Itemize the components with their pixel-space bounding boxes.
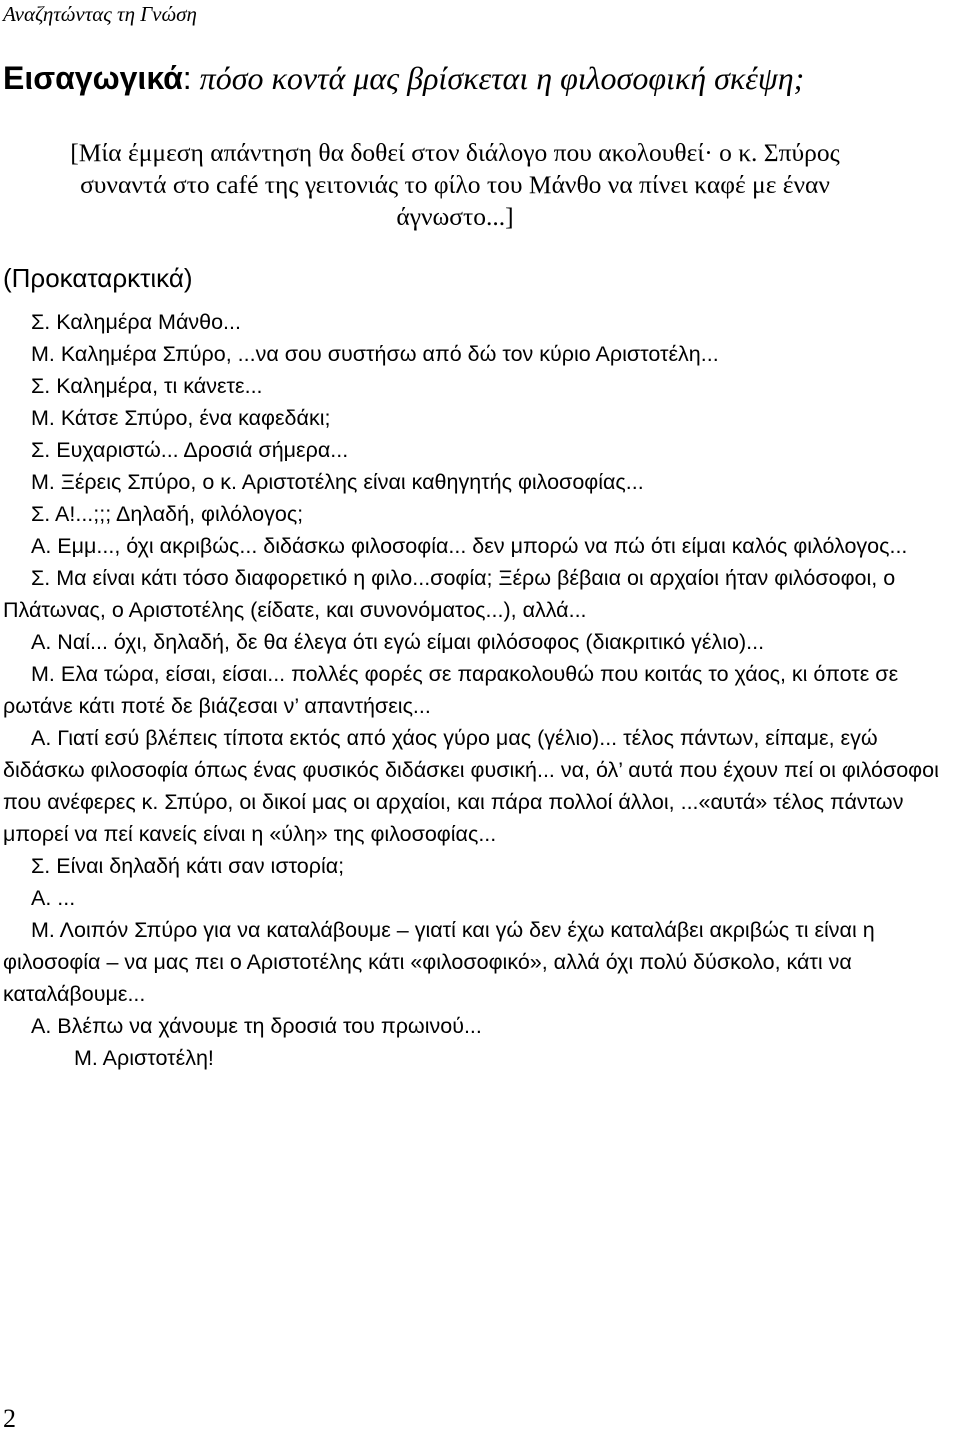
dialogue-line: Μ. Ξέρεις Σπύρο, ο κ. Αριστοτέλης είναι καθηγητής φιλοσοφίας... bbox=[31, 470, 644, 494]
intro-paragraph bbox=[0, 137, 910, 233]
page-number: 2 bbox=[3, 1404, 16, 1433]
title-bold-part: Εισαγωγικά bbox=[3, 60, 183, 96]
dialogue-line: Α. Εμμ..., όχι ακριβώς... διδάσκω φιλοσοφία... δεν μπορώ να πώ ότι είμαι καλός φιλόλογος... bbox=[31, 534, 908, 558]
dialogue-line: Σ. Καλημέρα Μάνθο... bbox=[31, 310, 241, 334]
title-colon: : bbox=[182, 60, 192, 96]
dialogue-line: Α. Ναί... όχι, δηλαδή, δε θα έλεγα ότι εγώ είμαι φιλόσοφος (διακριτικό γέλιο)... bbox=[31, 630, 765, 654]
intro-line: συναντά στο café της γειτονιάς το φίλο του Μάνθο να πίνει καφέ με έναν bbox=[80, 170, 830, 199]
dialogue-line: Σ. Καλημέρα, τι κάνετε... bbox=[31, 374, 263, 398]
intro-line: [Μία έμμεση απάντηση θα δοθεί στον διάλογο που ακολουθεί· ο κ. Σπύρος bbox=[70, 138, 840, 167]
dialogue-line: Σ. Α!...;;; Δηλαδή, φιλόλογος; bbox=[31, 502, 304, 526]
intro-line: άγνωστο...] bbox=[396, 202, 514, 231]
page-title bbox=[3, 60, 804, 97]
dialogue-line: Α. Βλέπω να χάνουμε τη δροσιά του πρωινού... bbox=[31, 1014, 482, 1038]
dialogue-line: Μ. Αριστοτέλη! bbox=[74, 1046, 214, 1070]
dialogue-line: Μ. Κάτσε Σπύρο, ένα καφεδάκι; bbox=[31, 406, 331, 430]
title-italic-part: πόσο κοντά μας βρίσκεται η φιλοσοφική σκέψη; bbox=[191, 60, 805, 96]
dialogue-line: Σ. Μα είναι κάτι τόσο διαφορετικό η φιλο...σοφία; Ξέρω βέβαια οι αρχαίοι ήταν φιλόσοφοι, ο Πλάτωνας, ο Αριστοτέλης (είδατε, και συνονόματος...), αλλά... bbox=[3, 566, 902, 622]
running-head: Αναζητώντας τη Γνώση bbox=[3, 2, 197, 26]
dialogue-line: Σ. Είναι δηλαδή κάτι σαν ιστορία; bbox=[31, 854, 345, 878]
dialogue-line: Μ. Ελα τώρα, είσαι, είσαι... πολλές φορές σε παρακολουθώ που κοιτάς το χάος, κι όποτε σε ρωτάνε κάτι ποτέ δε βιάζεσαι ν’ απαντήσεις... bbox=[3, 662, 905, 718]
dialogue-line: Μ. Λοιπόν Σπύρο για να καταλάβουμε – γιατί και γώ δεν έχω καταλάβει ακριβώς τι είναι η φιλοσοφία – να μας πει ο Αριστοτέλης κάτι «φιλοσοφικό», αλλά όχι πολύ δύσκολο, κάτι να καταλάβουμε... bbox=[3, 918, 881, 1006]
dialogue-line: Μ. Καλημέρα Σπύρο, ...να σου συστήσω από δώ τον κύριο Αριστοτέλη... bbox=[31, 342, 719, 366]
dialogue-line: Α. ... bbox=[31, 886, 76, 910]
dialogue bbox=[3, 306, 953, 1074]
section-label: (Προκαταρκτικά) bbox=[3, 263, 193, 293]
dialogue-line: Α. Γιατί εσύ βλέπεις τίποτα εκτός από χάος γύρο μας (γέλιο)... τέλος πάντων, είπαμε, εγώ διδάσκω φιλοσοφία όπως ένας φυσικός διδάσκει φυσική... να, όλ’ αυτά που έχουν πεί οι φιλόσοφοι που ανέφερες κ. Σπύρο, οι δικοί μας οι αρχαίοι, και πάρα πολλοί άλλοι, ...«αυτά» τέλος πάντων μπορεί να πεί κανείς είναι η «ύλη» της φιλοσοφίας... bbox=[3, 726, 945, 846]
dialogue-line: Σ. Ευχαριστώ... Δροσιά σήμερα... bbox=[31, 438, 349, 462]
